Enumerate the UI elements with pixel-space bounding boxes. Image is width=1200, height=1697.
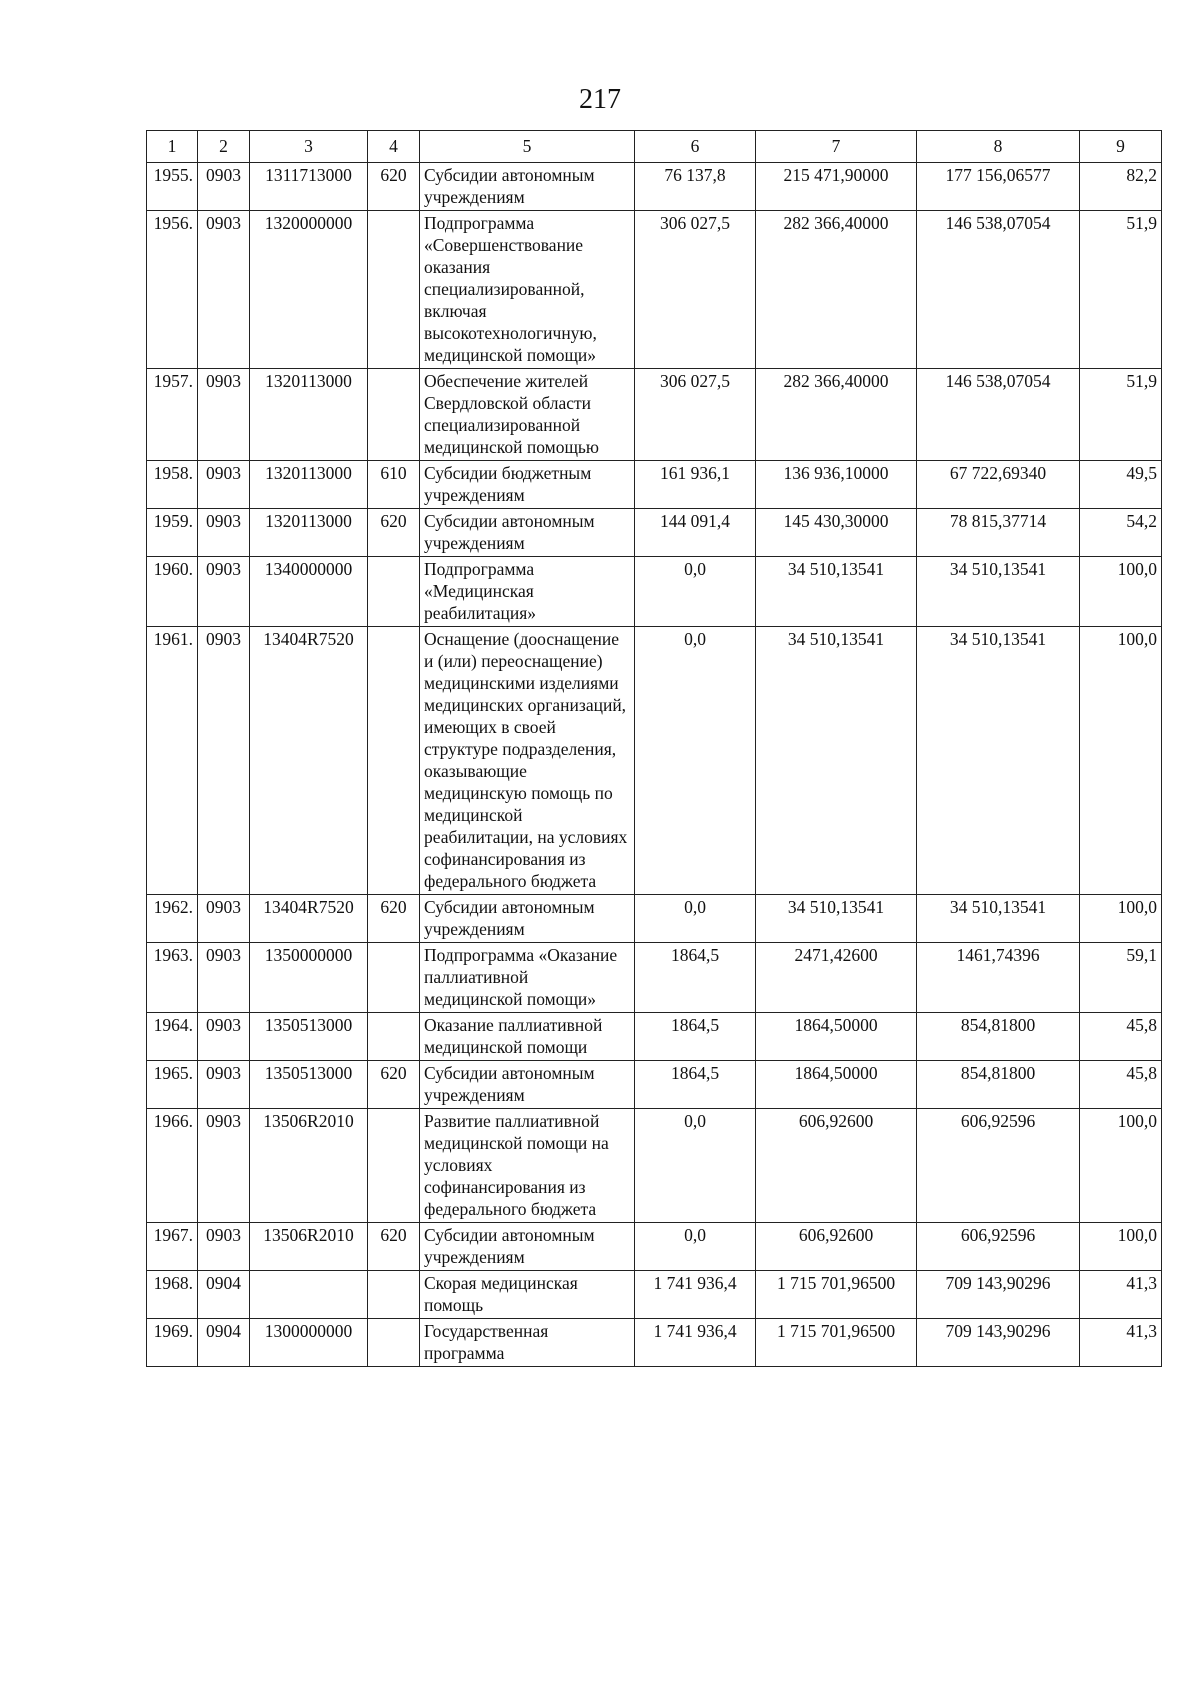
table-row [147,1109,1162,1223]
expense-type-cell [368,627,420,895]
executed-value-cell: 34 510,13541 [917,557,1080,627]
target-code-cell: 1320113000 [250,461,368,509]
percent-cell: 100,0 [1080,557,1162,627]
row-number-cell: 1964. [147,1013,198,1061]
table-row [147,1319,1162,1367]
plan-value-cell: 34 510,13541 [756,627,917,895]
table-row [147,461,1162,509]
approved-value-cell: 306 027,5 [635,211,756,369]
budget-table [146,130,1162,1367]
plan-value-cell: 1864,50000 [756,1061,917,1109]
target-code-cell: 13404R7520 [250,627,368,895]
expense-type-cell: 620 [368,509,420,557]
target-code-cell: 13506R2010 [250,1109,368,1223]
section-code-cell: 0903 [198,943,250,1013]
target-code-cell: 1311713000 [250,163,368,211]
item-name-cell: Подпрограмма «Медицинская реабилитация» [420,557,635,627]
executed-value-cell: 709 143,90296 [917,1271,1080,1319]
item-name-cell: Субсидии автономным учреждениям [420,895,635,943]
plan-value-cell: 136 936,10000 [756,461,917,509]
plan-value-cell: 34 510,13541 [756,557,917,627]
item-name-cell: Оснащение (дооснащение и (или) переоснащение) медицинскими изделиями медицинских организаций, имеющих в своей структуре подразделения, оказывающие медицинскую помощь по медицинской реабилитации, на условиях софинансирования из федерального бюджета [420,627,635,895]
row-number-cell: 1968. [147,1271,198,1319]
item-name-cell: Подпрограмма «Совершенствование оказания специализированной, включая высокотехнологичную, медицинской помощи» [420,211,635,369]
row-number-cell: 1963. [147,943,198,1013]
section-code-cell: 0904 [198,1319,250,1367]
executed-value-cell: 78 815,37714 [917,509,1080,557]
percent-cell: 51,9 [1080,369,1162,461]
section-code-cell: 0904 [198,1271,250,1319]
approved-value-cell: 1 741 936,4 [635,1271,756,1319]
item-name-cell: Подпрограмма «Оказание паллиативной медицинской помощи» [420,943,635,1013]
section-code-cell: 0903 [198,369,250,461]
expense-type-cell [368,1109,420,1223]
plan-value-cell: 606,92600 [756,1109,917,1223]
percent-cell: 100,0 [1080,1109,1162,1223]
executed-value-cell: 67 722,69340 [917,461,1080,509]
item-name-cell: Скорая медицинская помощь [420,1271,635,1319]
row-number-cell: 1958. [147,461,198,509]
percent-cell: 100,0 [1080,627,1162,895]
expense-type-cell [368,369,420,461]
item-name-cell: Развитие паллиативной медицинской помощи на условиях софинансирования из федерального бюджета [420,1109,635,1223]
page-number: 217 [579,84,621,115]
item-name-cell: Оказание паллиативной медицинской помощи [420,1013,635,1061]
percent-cell: 54,2 [1080,509,1162,557]
approved-value-cell: 76 137,8 [635,163,756,211]
plan-value-cell: 215 471,90000 [756,163,917,211]
header-cell: 9 [1080,131,1162,163]
item-name-cell: Обеспечение жителей Свердловской области специализированной медицинской помощью [420,369,635,461]
header-cell: 6 [635,131,756,163]
approved-value-cell: 1864,5 [635,1061,756,1109]
approved-value-cell: 1864,5 [635,1013,756,1061]
table-row [147,895,1162,943]
approved-value-cell: 0,0 [635,557,756,627]
expense-type-cell [368,1271,420,1319]
row-number-cell: 1956. [147,211,198,369]
table-row [147,1061,1162,1109]
expense-type-cell: 620 [368,895,420,943]
percent-cell: 45,8 [1080,1061,1162,1109]
expense-type-cell [368,1013,420,1061]
row-number-cell: 1966. [147,1109,198,1223]
percent-cell: 45,8 [1080,1013,1162,1061]
approved-value-cell: 0,0 [635,1109,756,1223]
percent-cell: 100,0 [1080,895,1162,943]
table-row [147,627,1162,895]
row-number-cell: 1969. [147,1319,198,1367]
table-row [147,211,1162,369]
section-code-cell: 0903 [198,509,250,557]
plan-value-cell: 1 715 701,96500 [756,1271,917,1319]
expense-type-cell: 620 [368,1223,420,1271]
target-code-cell: 13404R7520 [250,895,368,943]
approved-value-cell: 161 936,1 [635,461,756,509]
section-code-cell: 0903 [198,627,250,895]
item-name-cell: Субсидии автономным учреждениям [420,163,635,211]
item-name-cell: Субсидии бюджетным учреждениям [420,461,635,509]
section-code-cell: 0903 [198,1013,250,1061]
header-row [147,131,1162,163]
target-code-cell: 1350000000 [250,943,368,1013]
executed-value-cell: 606,92596 [917,1223,1080,1271]
header-cell: 5 [420,131,635,163]
table-row [147,943,1162,1013]
row-number-cell: 1957. [147,369,198,461]
target-code-cell: 1350513000 [250,1013,368,1061]
plan-value-cell: 2471,42600 [756,943,917,1013]
target-code-cell: 1300000000 [250,1319,368,1367]
approved-value-cell: 306 027,5 [635,369,756,461]
percent-cell: 49,5 [1080,461,1162,509]
executed-value-cell: 854,81800 [917,1013,1080,1061]
header-cell: 1 [147,131,198,163]
row-number-cell: 1962. [147,895,198,943]
approved-value-cell: 144 091,4 [635,509,756,557]
executed-value-cell: 34 510,13541 [917,627,1080,895]
percent-cell: 59,1 [1080,943,1162,1013]
executed-value-cell: 34 510,13541 [917,895,1080,943]
row-number-cell: 1959. [147,509,198,557]
section-code-cell: 0903 [198,461,250,509]
item-name-cell: Субсидии автономным учреждениям [420,1061,635,1109]
plan-value-cell: 606,92600 [756,1223,917,1271]
executed-value-cell: 606,92596 [917,1109,1080,1223]
plan-value-cell: 1 715 701,96500 [756,1319,917,1367]
percent-cell: 100,0 [1080,1223,1162,1271]
approved-value-cell: 0,0 [635,1223,756,1271]
section-code-cell: 0903 [198,1109,250,1223]
table-row [147,1013,1162,1061]
target-code-cell: 1320113000 [250,369,368,461]
target-code-cell: 13506R2010 [250,1223,368,1271]
target-code-cell: 1320000000 [250,211,368,369]
approved-value-cell: 1864,5 [635,943,756,1013]
plan-value-cell: 34 510,13541 [756,895,917,943]
section-code-cell: 0903 [198,211,250,369]
expense-type-cell [368,557,420,627]
expense-type-cell: 610 [368,461,420,509]
header-cell: 2 [198,131,250,163]
target-code-cell: 1350513000 [250,1061,368,1109]
table-row [147,1271,1162,1319]
header-cell: 8 [917,131,1080,163]
expense-type-cell: 620 [368,1061,420,1109]
section-code-cell: 0903 [198,557,250,627]
header-cell: 3 [250,131,368,163]
item-name-cell: Субсидии автономным учреждениям [420,1223,635,1271]
plan-value-cell: 1864,50000 [756,1013,917,1061]
section-code-cell: 0903 [198,1061,250,1109]
section-code-cell: 0903 [198,895,250,943]
table-row [147,557,1162,627]
table-row [147,1223,1162,1271]
row-number-cell: 1961. [147,627,198,895]
executed-value-cell: 709 143,90296 [917,1319,1080,1367]
executed-value-cell: 854,81800 [917,1061,1080,1109]
table-row [147,163,1162,211]
plan-value-cell: 282 366,40000 [756,369,917,461]
row-number-cell: 1955. [147,163,198,211]
expense-type-cell [368,211,420,369]
executed-value-cell: 1461,74396 [917,943,1080,1013]
executed-value-cell: 146 538,07054 [917,211,1080,369]
row-number-cell: 1965. [147,1061,198,1109]
section-code-cell: 0903 [198,1223,250,1271]
expense-type-cell: 620 [368,163,420,211]
target-code-cell: 1320113000 [250,509,368,557]
percent-cell: 82,2 [1080,163,1162,211]
approved-value-cell: 1 741 936,4 [635,1319,756,1367]
row-number-cell: 1960. [147,557,198,627]
approved-value-cell: 0,0 [635,627,756,895]
item-name-cell: Государственная программа [420,1319,635,1367]
target-code-cell: 1340000000 [250,557,368,627]
header-cell: 4 [368,131,420,163]
plan-value-cell: 145 430,30000 [756,509,917,557]
row-number-cell: 1967. [147,1223,198,1271]
plan-value-cell: 282 366,40000 [756,211,917,369]
expense-type-cell [368,1319,420,1367]
section-code-cell: 0903 [198,163,250,211]
percent-cell: 41,3 [1080,1271,1162,1319]
item-name-cell: Субсидии автономным учреждениям [420,509,635,557]
table-row [147,369,1162,461]
approved-value-cell: 0,0 [635,895,756,943]
percent-cell: 51,9 [1080,211,1162,369]
table-row [147,509,1162,557]
expense-type-cell [368,943,420,1013]
header-cell: 7 [756,131,917,163]
percent-cell: 41,3 [1080,1319,1162,1367]
target-code-cell [250,1271,368,1319]
executed-value-cell: 146 538,07054 [917,369,1080,461]
executed-value-cell: 177 156,06577 [917,163,1080,211]
